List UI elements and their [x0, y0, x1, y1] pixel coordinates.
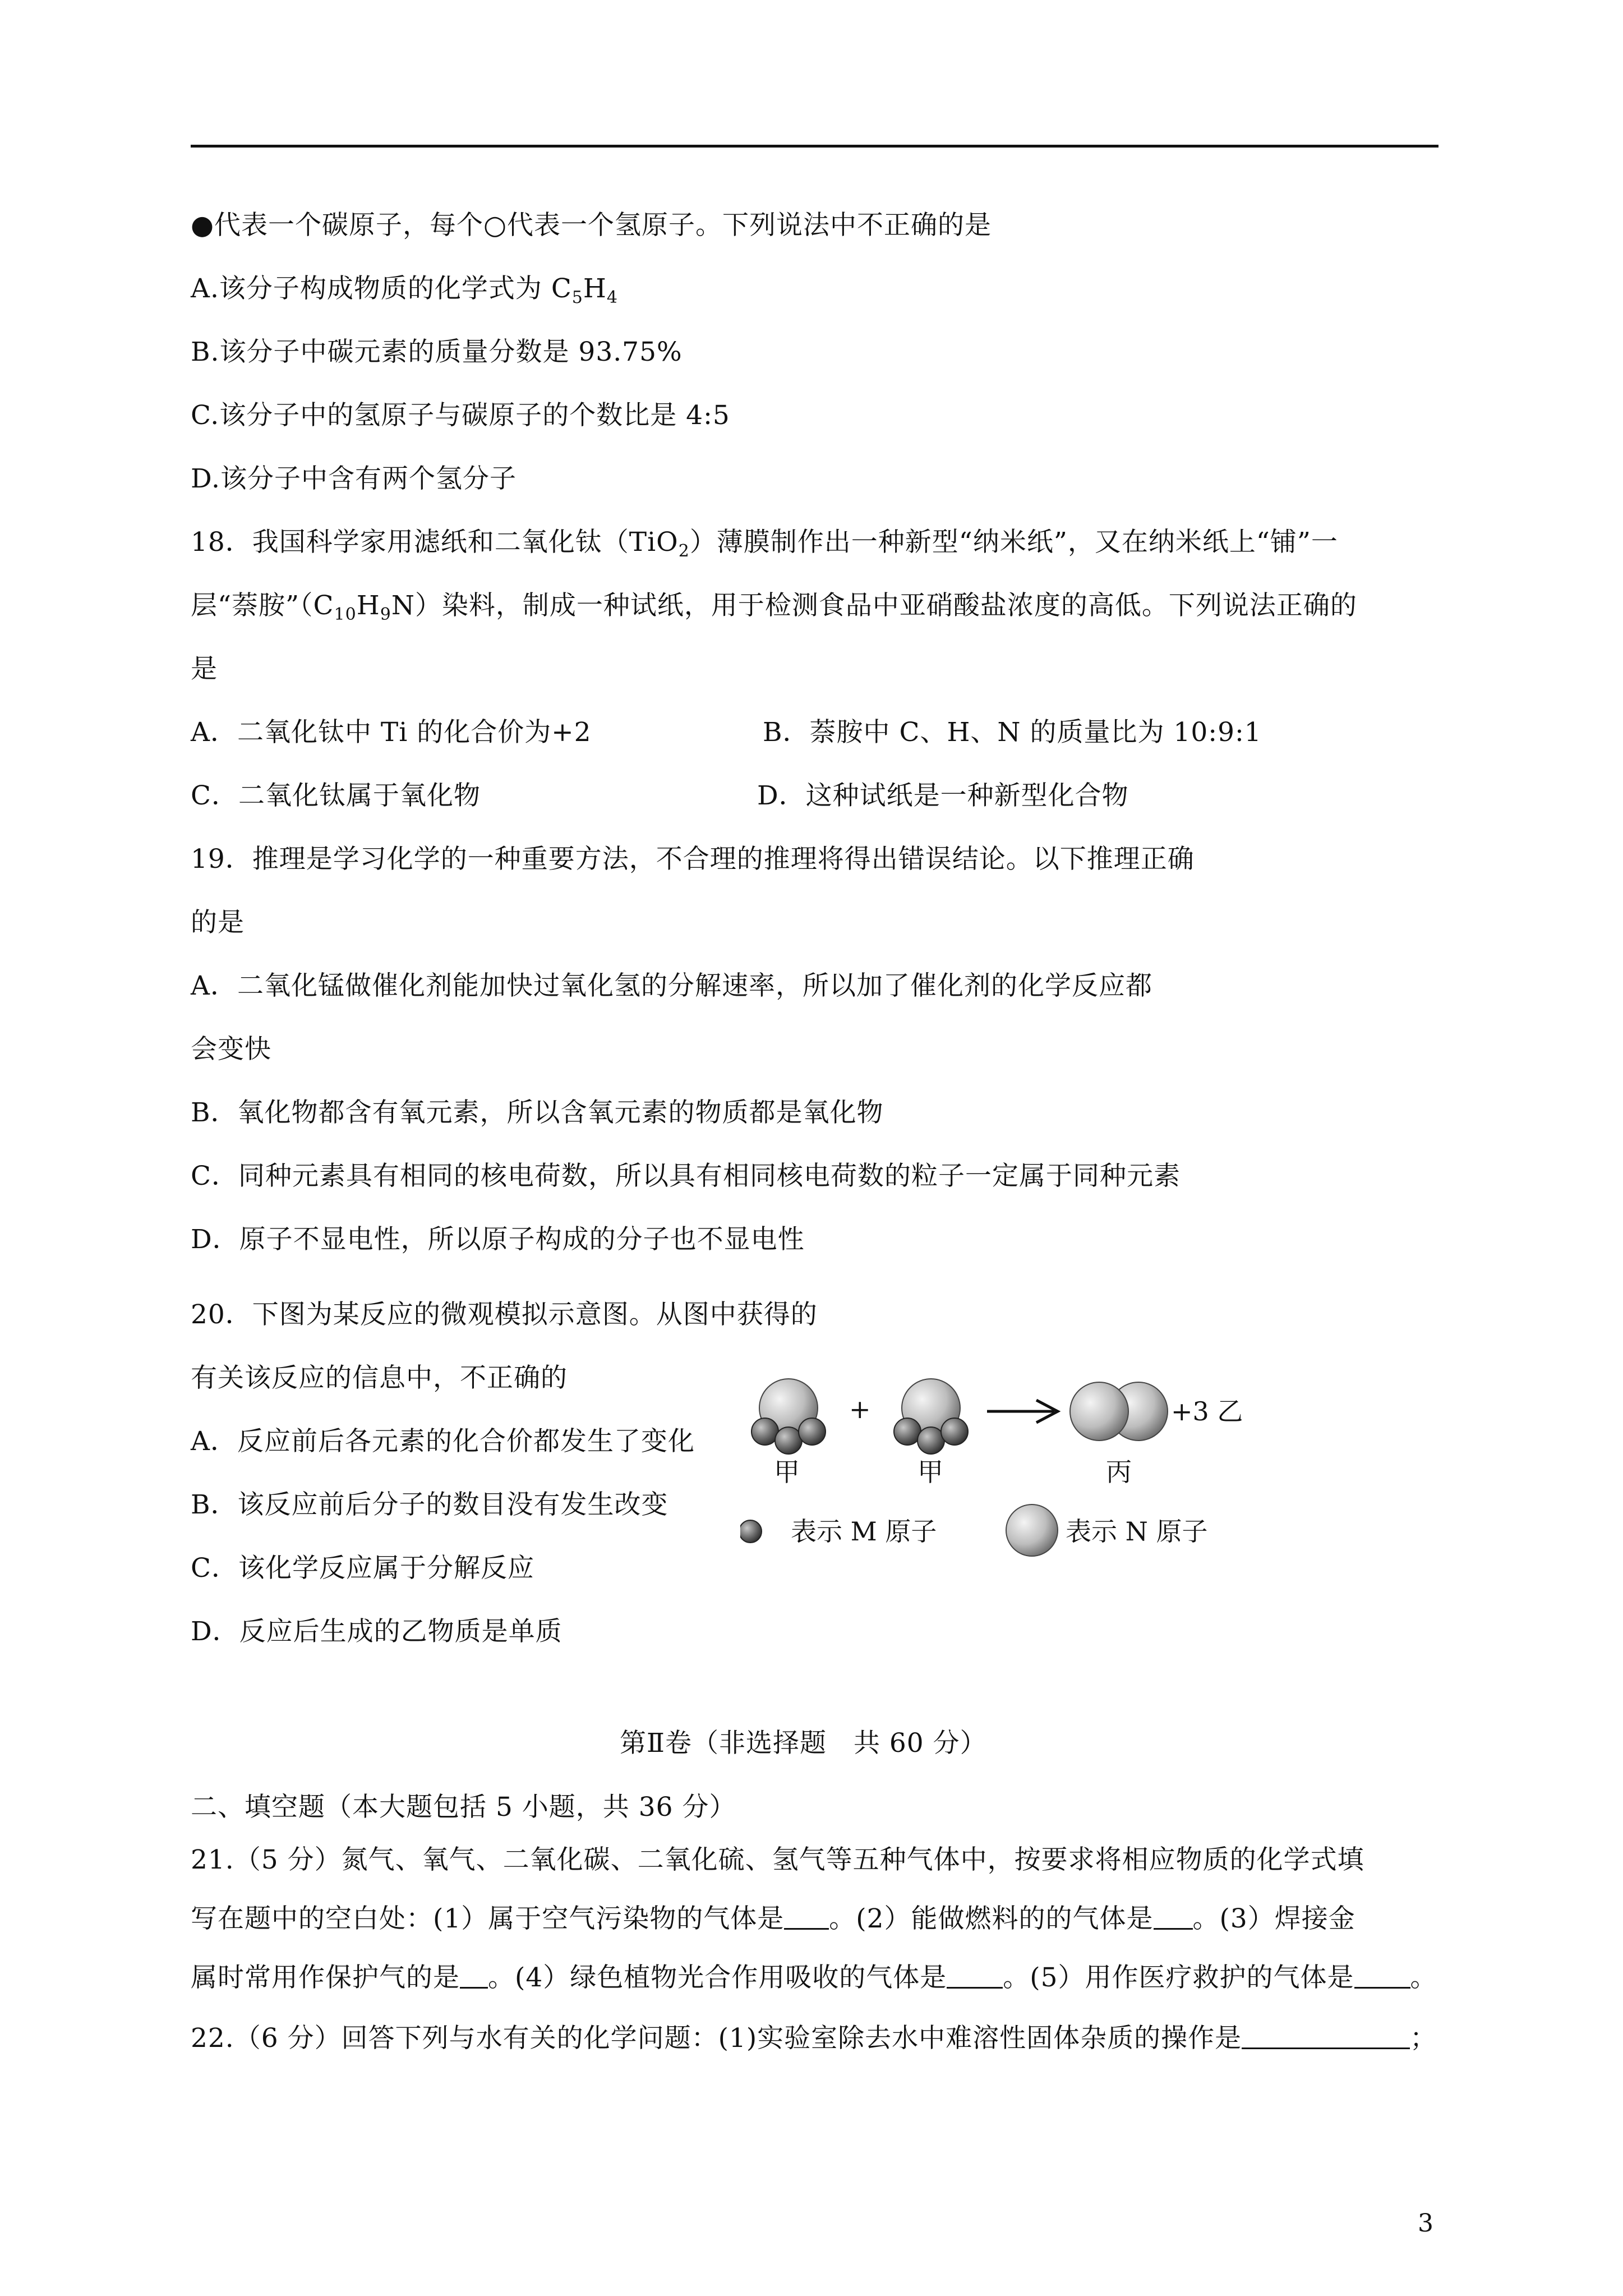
q19-option-d: D．原子不显电性，所以原子构成的分子也不显电性 [191, 1224, 805, 1255]
answer-blank-4[interactable] [947, 1964, 1003, 1989]
q19-stem-line1: 19．推理是学习化学的一种重要方法，不合理的推理将得出错误结论。以下推理正确 [191, 844, 1195, 875]
q17-option-d: D.该分子中含有两个氢分子 [191, 463, 517, 494]
legend-n-label: 表示 N 原子 [1066, 1516, 1208, 1547]
section2-title: 第Ⅱ卷（非选择题 共 60 分） [620, 1728, 987, 1759]
q18-option-c: C．二氧化钛属于氧化物 [191, 780, 481, 811]
q18-stem-line1: 18．我国科学家用滤纸和二氧化钛（TiO$_2$）薄膜制作出一种新型“纳米纸”，又在纳米纸上“铺”一 [191, 527, 1338, 561]
q21-line3: 属时常用作保护气的是 。(4）绿色植物光合作用吸收的气体是 。(5）用作医疗救护的气体是 。 [191, 1962, 1437, 1993]
answer-blank-3[interactable] [460, 1964, 488, 1989]
q19-stem-line2: 的是 [191, 907, 245, 938]
molecule-bing [1070, 1382, 1168, 1441]
q18-stem-line2: 层“萘胺$”(C_{10}H_9N)$染料，制成一种试纸，用于检测食品中亚硝酸盐浓度的高低。下列说法正确的 [191, 590, 1357, 624]
header-rule [191, 145, 1438, 148]
q22-line1: 22.（6 分）回答下列与水有关的化学问题：(1)实验室除去水中难溶性固体杂质的操作是 ； [191, 2023, 1437, 2054]
q17-option-c: C.该分子中的氢原子与碳原子的个数比是 4:5 [191, 400, 730, 431]
page-number: 3 [1418, 2209, 1433, 2238]
q21-line2: 写在题中的空白处：(1）属于空气污染物的气体是 。(2）能做燃料的的气体是 。(3）焊接金 [191, 1903, 1355, 1934]
q19-option-a-line1: A．二氧化锰做催化剂能加快过氧化氢的分解速率，所以加了催化剂的化学反应都 [191, 970, 1152, 1001]
q20-option-c: C．该化学反应属于分解反应 [191, 1553, 534, 1584]
reaction-arrow-icon [987, 1400, 1058, 1423]
reaction-diagram [740, 1369, 1273, 1571]
legend-m-label: 表示 M 原子 [791, 1516, 937, 1547]
q20-stem-line1: 20．下图为某反应的微观模拟示意图。从图中获得的 [191, 1299, 818, 1330]
molecule-jia-2 [894, 1379, 968, 1454]
q18-option-a: A．二氧化钛中 Ti 的化合价为+2 [191, 717, 592, 748]
plus-sign: + [849, 1394, 871, 1424]
q17-option-b: B.该分子中碳元素的质量分数是 93.75% [191, 337, 683, 367]
legend-m-atom-icon [740, 1520, 762, 1543]
q21-line1: 21.（5 分）氮气、氧气、二氧化碳、二氧化硫、氢气等五种气体中，按要求将相应物质的化学式填 [191, 1844, 1364, 1875]
answer-blank-1[interactable] [784, 1906, 829, 1930]
label-jia-2: 甲 [917, 1457, 943, 1487]
q20-option-d: D．反应后生成的乙物质是单质 [191, 1616, 562, 1647]
section2-part-heading: 二、填空题（本大题包括 5 小题，共 36 分） [191, 1792, 736, 1823]
q20-stem-line2: 有关该反应的信息中，不正确的 [191, 1363, 568, 1393]
answer-blank-2[interactable] [1154, 1906, 1193, 1930]
label-jia-1: 甲 [774, 1457, 800, 1487]
plus-3-yi: +3 乙 [1171, 1396, 1243, 1427]
molecule-jia-1 [751, 1379, 826, 1454]
q19-option-b: B．氧化物都含有氧元素，所以含氧元素的物质都是氧化物 [191, 1097, 884, 1128]
q18-option-d: D．这种试纸是一种新型化合物 [757, 780, 1129, 811]
q20-option-b: B．该反应前后分子的数目没有发生改变 [191, 1489, 668, 1520]
label-bing: 丙 [1106, 1457, 1132, 1487]
q17-stem: ●代表一个碳原子，每个○代表一个氢原子。下列说法中不正确的是 [191, 210, 992, 241]
q19-option-a-line2: 会变快 [191, 1034, 271, 1065]
answer-blank-6[interactable] [1242, 2025, 1410, 2049]
q18-stem-line3: 是 [191, 654, 218, 684]
q20-option-a: A．反应前后各元素的化合价都发生了变化 [191, 1426, 695, 1457]
q18-option-b: B．萘胺中 C、H、N 的质量比为 10:9:1 [763, 717, 1262, 748]
q19-option-c: C．同种元素具有相同的核电荷数，所以具有相同核电荷数的粒子一定属于同种元素 [191, 1161, 1181, 1191]
legend-n-atom-icon [1006, 1504, 1058, 1556]
q17-option-a: A.该分子构成物质的化学式为 $C_5H_4$ [191, 273, 618, 307]
answer-blank-5[interactable] [1354, 1964, 1410, 1989]
